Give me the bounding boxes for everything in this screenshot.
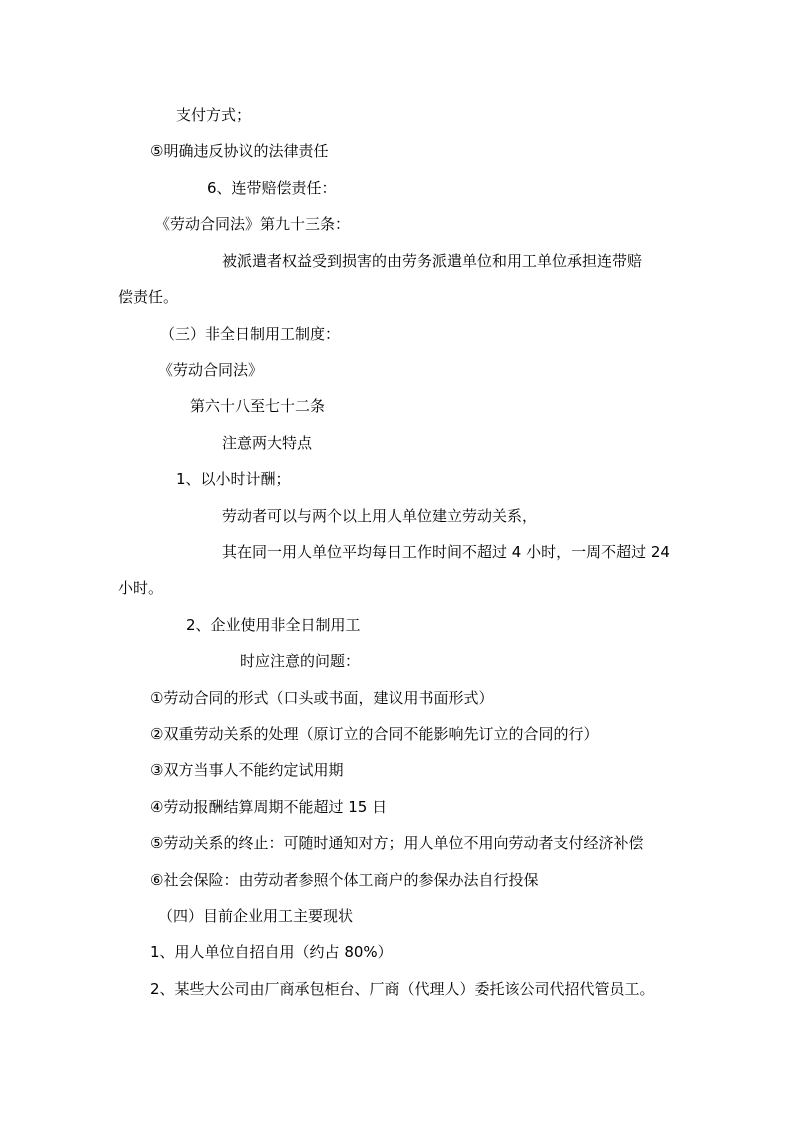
text-line: 1、用人单位自招自用（约占 80%） — [150, 943, 393, 961]
text-line: 6、连带赔偿责任： — [207, 179, 337, 197]
text-line: 其在同一用人单位平均每日工作时间不超过 4 小时，一周不超过 24 — [222, 543, 670, 561]
list-item: ④劳动报酬结算周期不能超过 15 日 — [150, 798, 388, 816]
text-line: 1、以小时计酬； — [176, 470, 291, 488]
text-line: 《劳动合同法》第九十三条： — [155, 215, 351, 233]
text-line: 偿责任。 — [118, 288, 179, 306]
text-line: 注意两大特点 — [222, 434, 313, 452]
list-item: ⑤劳动关系的终止：可随时通知对方；用人单位不用向劳动者支付经济补偿 — [150, 834, 644, 852]
list-item: ①劳动合同的形式（口头或书面，建议用书面形式） — [150, 689, 494, 707]
list-item: ②双重劳动关系的处理（原订立的合同不能影响先订立的合同的行） — [150, 725, 599, 743]
list-item: ③双方当事人不能约定试用期 — [150, 761, 344, 779]
text-line: 2、某些大公司由厂商承包柜台、厂商（代理人）委托该公司代招代管员工。 — [150, 980, 655, 998]
text-line: 2、企业使用非全日制用工 — [186, 616, 361, 634]
text-line: ⑤明确违反协议的法律责任 — [150, 142, 329, 160]
section-heading: （四）目前企业用工主要现状 — [158, 907, 354, 925]
text-line: 第六十八至七十二条 — [190, 397, 326, 415]
text-line: 《劳动合同法》 — [158, 361, 264, 379]
text-line: 劳动者可以与两个以上用人单位建立劳动关系， — [222, 507, 538, 525]
text-line: 被派遣者权益受到损害的由劳务派遣单位和用工单位承担连带赔 — [222, 252, 643, 270]
text-line: 时应注意的问题： — [240, 652, 361, 670]
text-line: 小时。 — [118, 579, 164, 597]
section-heading: （三）非全日制用工制度： — [160, 325, 341, 343]
list-item: ⑥社会保险：由劳动者参照个体工商户的参保办法自行投保 — [150, 871, 539, 889]
text-line: 支付方式； — [176, 106, 252, 124]
